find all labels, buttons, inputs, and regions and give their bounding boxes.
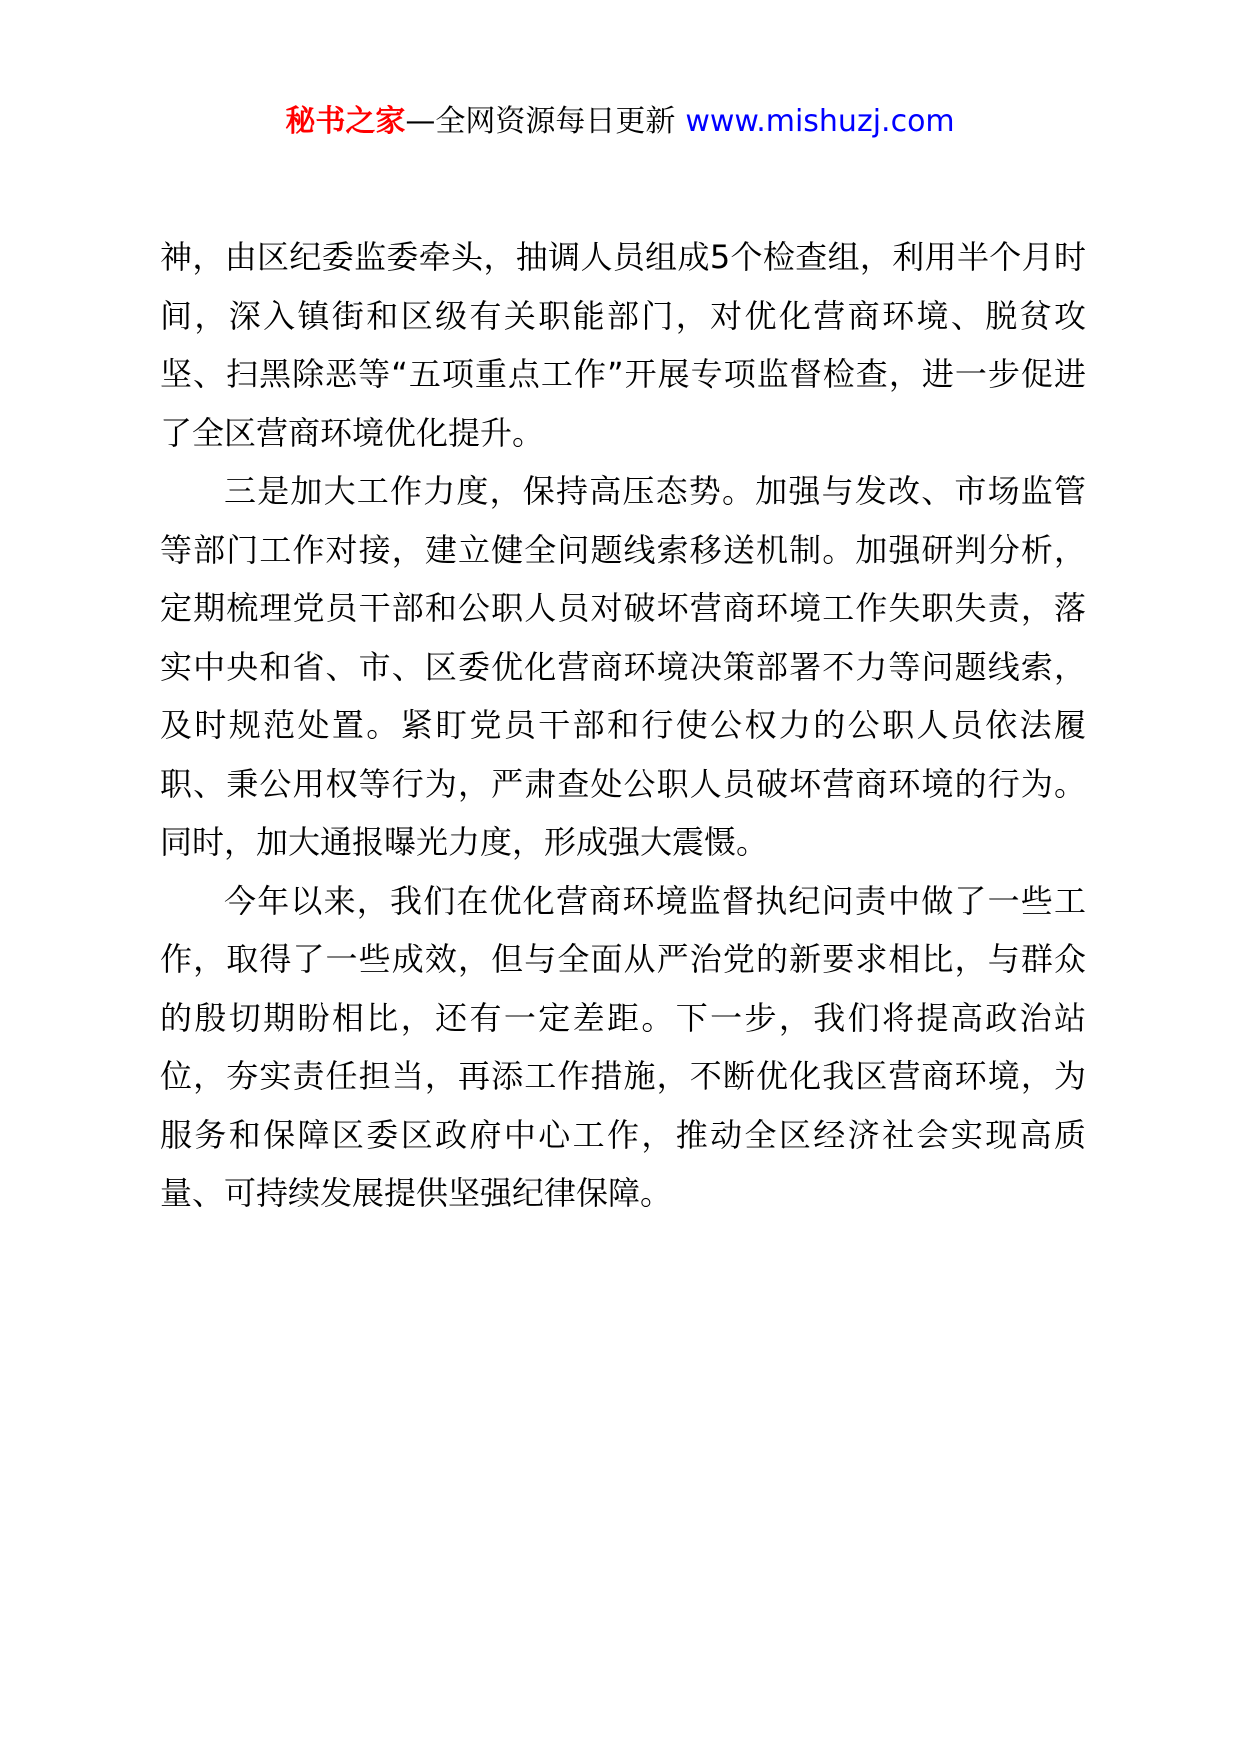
paragraph-continued: 神，由区纪委监委牵头，抽调人员组成5个检查组，利用半个月时间，深入镇街和区级有关职能部门，对优化营商环境、脱贫攻坚、扫黑除恶等“五项重点工作”开展专项监督检查，进一步促进了全区营商环境优化提升。 (160, 238, 1086, 452)
paragraph-conclusion: 今年以来，我们在优化营商环境监督执纪问责中做了一些工作，取得了一些成效，但与全面从严治党的新要求相比，与群众的殷切期盼相比，还有一定差距。下一步，我们将提高政治站位，夯实责任担当，再添工作措施，不断优化我区营商环境，为服务和保障区委区政府中心工作，推动全区经济社会实现高质量、可持续发展提供坚强纪律保障。 (160, 881, 1086, 1212)
brand-name: 秘书之家 (285, 104, 406, 139)
paragraph-third-measure: 三是加大工作力度，保持高压态势。加强与发改、市场监管等部门工作对接，建立健全问题线索移送机制。加强研判分析，定期梳理党员干部和公职人员对破坏营商环境工作失职失责，落实中央和省、市、区委优化营商环境决策部署不力等问题线索，及时规范处置。紧盯党员干部和行使公权力的公职人员依法履职、秉公用权等行为，严肃查处公职人员破坏营商环境的行为。同时，加大通报曝光力度，形成强大震慑。 (160, 472, 1086, 861)
document-body (160, 228, 1086, 1223)
page-header (0, 100, 1240, 144)
header-tagline: —全网资源每日更新 (405, 104, 676, 139)
website-link[interactable]: www.mishuzj.com (685, 104, 955, 139)
